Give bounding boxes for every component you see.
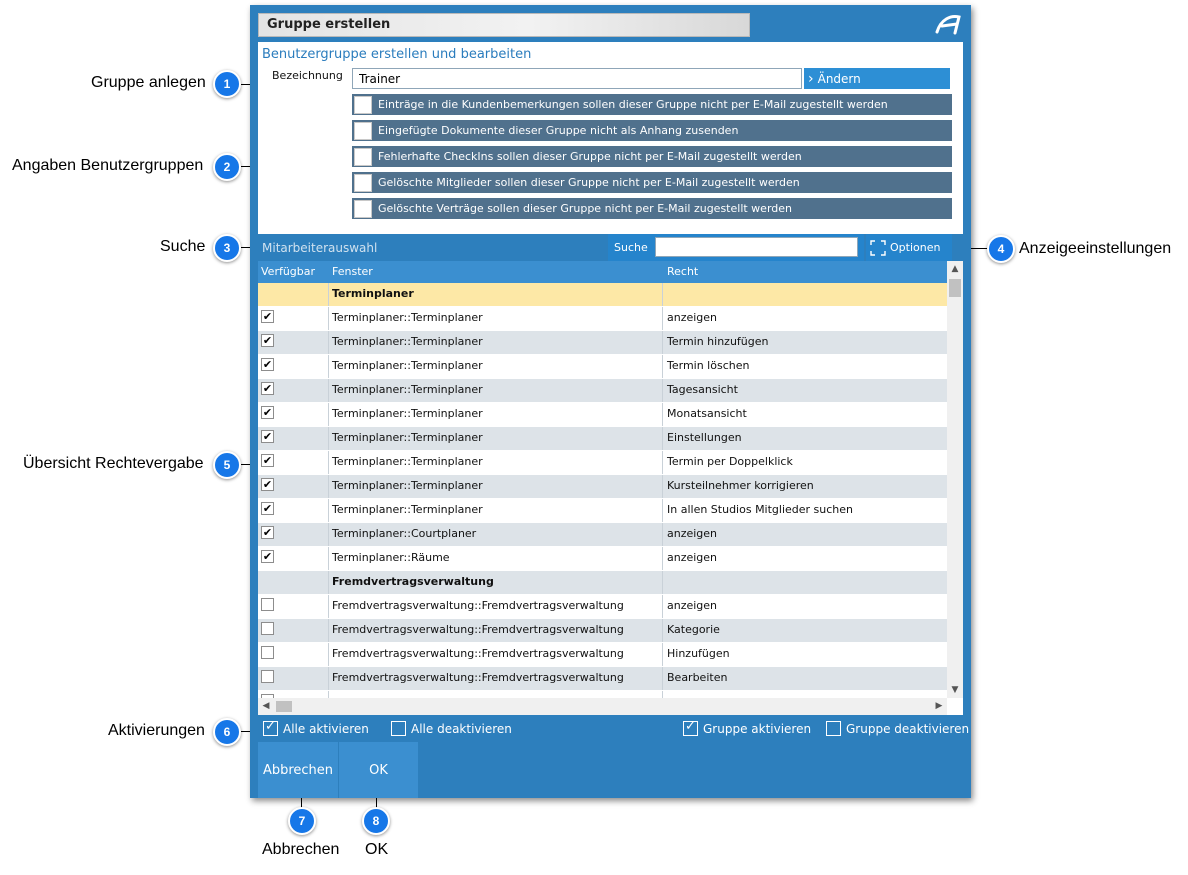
panel-title: Benutzergruppe erstellen und bearbeiten [262,47,532,62]
cell-recht: Tagesansicht [667,383,738,396]
option-checkbox[interactable] [354,200,372,218]
group-details-panel [258,42,963,234]
option-row-checkins[interactable] [352,146,952,167]
scroll-thumb[interactable] [949,279,961,297]
search-label: Suche [614,241,648,254]
cell-fenster: Terminplaner::Terminplaner [329,499,663,522]
table-row[interactable] [258,667,947,691]
gruppe-deaktivieren-label: Gruppe deaktivieren [846,721,970,736]
cell-fenster: Terminplaner::Terminplaner [329,427,663,450]
checkbox-unchecked-icon[interactable] [261,646,274,659]
option-label: Gelöschte Verträge sollen dieser Gruppe nicht per E-Mail zugestellt werden [378,202,792,215]
callout-badge: 5 [213,451,241,479]
cell-fenster: Fremdvertragsverwaltung::Fremdvertragsverwaltung [329,667,663,690]
cell-recht: Bearbeiten [667,671,728,684]
cell-verfuegbar [258,667,329,690]
bezeichnung-label: Bezeichnung [272,69,343,82]
callout-badge: 1 [213,70,241,98]
cell-verfuegbar [258,403,329,426]
callout-label: Aktivierungen [108,722,205,739]
checkbox-checked-icon[interactable]: ✔ [262,406,273,419]
callout-label: OK [365,841,389,858]
alle-aktivieren-label: Alle aktivieren [283,721,369,736]
checkbox-checked-icon[interactable] [263,721,278,736]
checkbox-unchecked-icon[interactable] [261,598,274,611]
scroll-left-icon[interactable]: ◀ [262,701,270,711]
checkbox-checked-icon[interactable]: ✔ [262,358,273,371]
cell-recht: Termin löschen [667,359,750,372]
table-row[interactable] [258,643,947,667]
brand-logo-icon [933,13,963,37]
scroll-down-icon[interactable]: ▼ [951,685,959,695]
option-row-dokumente[interactable] [352,120,952,141]
cell-recht [664,571,947,594]
expand-icon [870,240,886,256]
cell-verfuegbar [258,379,329,402]
checkbox-checked-icon[interactable]: ✔ [262,382,273,395]
cell-verfuegbar [258,475,329,498]
cell-verfuegbar [258,595,329,618]
table-row[interactable] [258,355,947,379]
callout-label: Gruppe anlegen [91,74,206,91]
callout-badge: 3 [213,234,241,262]
checkbox-unchecked-icon[interactable] [826,721,841,736]
cell-fenster: Terminplaner::Terminplaner [329,331,663,354]
cell-recht: Termin per Doppelklick [667,455,793,468]
callout-badge: 8 [362,807,390,835]
cell-recht: anzeigen [667,311,718,324]
group-row[interactable] [258,283,947,307]
cell-verfuegbar [258,523,329,546]
optionen-button[interactable] [866,234,952,261]
option-label: Fehlerhafte CheckIns sollen dieser Gruppe nicht per E-Mail zugestellt werden [378,150,802,163]
bezeichnung-input[interactable] [352,68,802,89]
gruppe-deaktivieren-checkbox[interactable] [826,721,969,736]
cell-recht: Hinzufügen [667,647,730,660]
search-box [608,234,864,261]
option-row-vertraege[interactable] [352,198,952,219]
activation-footer [258,718,971,740]
option-label: Gelöschte Mitglieder sollen dieser Gruppe nicht per E-Mail zugestellt werden [378,176,800,189]
checkbox-checked-icon[interactable] [683,721,698,736]
aendern-button[interactable] [804,68,950,89]
cell-recht: Monatsansicht [667,407,747,420]
cell-recht: anzeigen [667,599,718,612]
callout-badge: 7 [288,807,316,835]
cell-verfuegbar [258,331,329,354]
cell-verfuegbar [258,283,329,306]
alle-deaktivieren-label: Alle deaktivieren [411,721,512,736]
table-row[interactable] [258,547,947,571]
gruppe-aktivieren-label: Gruppe aktivieren [703,721,812,736]
callout-badge: 2 [213,153,241,181]
checkbox-checked-icon[interactable]: ✔ [262,526,273,539]
group-row[interactable] [258,571,947,595]
cell-fenster: Terminplaner::Terminplaner [329,403,663,426]
checkbox-unchecked-icon[interactable] [391,721,406,736]
cell-verfuegbar [258,307,329,330]
chevron-right-icon: › [808,70,814,87]
cell-recht: In allen Studios Mitglieder suchen [667,503,854,516]
abbrechen-button[interactable]: Abbrechen [258,742,338,798]
vertical-scrollbar[interactable] [947,261,963,698]
cell-recht: Kategorie [667,623,720,636]
table-row[interactable] [258,427,947,451]
option-checkbox[interactable] [354,148,372,166]
cell-recht: Kursteilnehmer korrigieren [667,479,814,492]
cell-fenster: Terminplaner::Terminplaner [329,475,663,498]
search-input[interactable] [655,237,858,257]
option-checkbox[interactable] [354,96,372,114]
table-row[interactable] [258,619,947,643]
cell-verfuegbar [258,571,329,594]
cell-recht: Einstellungen [667,431,742,444]
cell-verfuegbar [258,547,329,570]
option-label: Einträge in die Kundenbemerkungen sollen dieser Gruppe nicht per E-Mail zugestellt werden [378,98,888,111]
column-header-fenster[interactable]: Fenster [332,265,373,278]
option-row-kundenbemerkungen[interactable] [352,94,952,115]
table-row[interactable] [258,475,947,499]
cell-fenster: Terminplaner::Courtplaner [329,523,663,546]
checkbox-checked-icon[interactable]: ✔ [262,550,273,563]
cell-fenster: Fremdvertragsverwaltung [329,571,663,594]
cell-recht [664,283,947,306]
callout-label: Suche [160,238,206,255]
table-row[interactable] [258,331,947,355]
cell-fenster: Terminplaner::Terminplaner [329,379,663,402]
table-row[interactable] [258,595,947,619]
checkbox-checked-icon[interactable]: ✔ [262,310,273,323]
table-row[interactable] [258,307,947,331]
column-header-verfuegbar[interactable]: Verfügbar [261,265,316,278]
cell-verfuegbar [258,451,329,474]
option-checkbox[interactable] [354,174,372,192]
alle-deaktivieren-checkbox[interactable] [391,721,512,736]
table-row[interactable] [258,403,947,427]
table-row[interactable] [258,379,947,403]
grid-rows [258,283,947,715]
cell-fenster: Fremdvertragsverwaltung::Fremdvertragsverwaltung [329,643,663,666]
table-row[interactable] [258,451,947,475]
alle-aktivieren-checkbox[interactable] [263,721,369,736]
gruppe-erstellen-window [250,5,971,798]
option-checkbox[interactable] [354,122,372,140]
cell-verfuegbar [258,499,329,522]
cell-fenster: Fremdvertragsverwaltung::Fremdvertragsverwaltung [329,619,663,642]
option-label: Eingefügte Dokumente dieser Gruppe nicht als Anhang zusenden [378,124,739,137]
cell-fenster: Terminplaner [329,283,663,306]
cell-fenster: Terminplaner::Räume [329,547,663,570]
cell-fenster: Terminplaner::Terminplaner [329,451,663,474]
cell-recht: Termin hinzufügen [667,335,769,348]
cell-verfuegbar [258,643,329,666]
cell-recht: anzeigen [667,527,718,540]
callout-label: Anzeigeeinstellungen [1019,240,1172,257]
checkbox-checked-icon[interactable]: ✔ [262,454,273,467]
rights-grid [258,261,963,715]
table-row[interactable] [258,499,947,523]
scroll-right-icon[interactable]: ▶ [935,701,943,711]
search-bar [258,234,963,261]
aendern-label: Ändern [817,71,861,86]
callout-label: Übersicht Rechtevergabe [23,455,204,472]
column-header-recht[interactable]: Recht [667,265,699,278]
checkbox-checked-icon[interactable]: ✔ [262,430,273,443]
cell-fenster: Terminplaner::Terminplaner [329,307,663,330]
ok-button[interactable]: OK [339,742,418,798]
checkbox-checked-icon[interactable]: ✔ [262,478,273,491]
horizontal-scrollbar[interactable] [258,698,947,715]
optionen-label: Optionen [890,241,941,254]
callout-label: Abbrechen [262,841,340,858]
checkbox-checked-icon[interactable]: ✔ [262,334,273,347]
window-title: Gruppe erstellen [267,17,391,32]
cell-verfuegbar [258,619,329,642]
scroll-up-icon[interactable]: ▲ [951,264,959,274]
cell-fenster: Terminplaner::Terminplaner [329,355,663,378]
grid-header [258,261,947,283]
scroll-thumb-horizontal[interactable] [276,701,292,712]
gruppe-aktivieren-checkbox[interactable] [683,721,811,736]
callout-label: Angaben Benutzergruppen [12,157,204,174]
option-row-mitglieder[interactable] [352,172,952,193]
table-row[interactable] [258,523,947,547]
checkbox-unchecked-icon[interactable] [261,670,274,683]
callout-badge: 6 [213,718,241,746]
callout-badge: 4 [987,235,1015,263]
cell-fenster: Fremdvertragsverwaltung::Fremdvertragsverwaltung [329,595,663,618]
checkbox-checked-icon[interactable]: ✔ [262,502,273,515]
title-bar [258,13,750,37]
mitarbeiterauswahl-label: Mitarbeiterauswahl [262,241,378,255]
cell-verfuegbar [258,355,329,378]
cell-verfuegbar [258,427,329,450]
checkbox-unchecked-icon[interactable] [261,622,274,635]
cell-recht: anzeigen [667,551,718,564]
